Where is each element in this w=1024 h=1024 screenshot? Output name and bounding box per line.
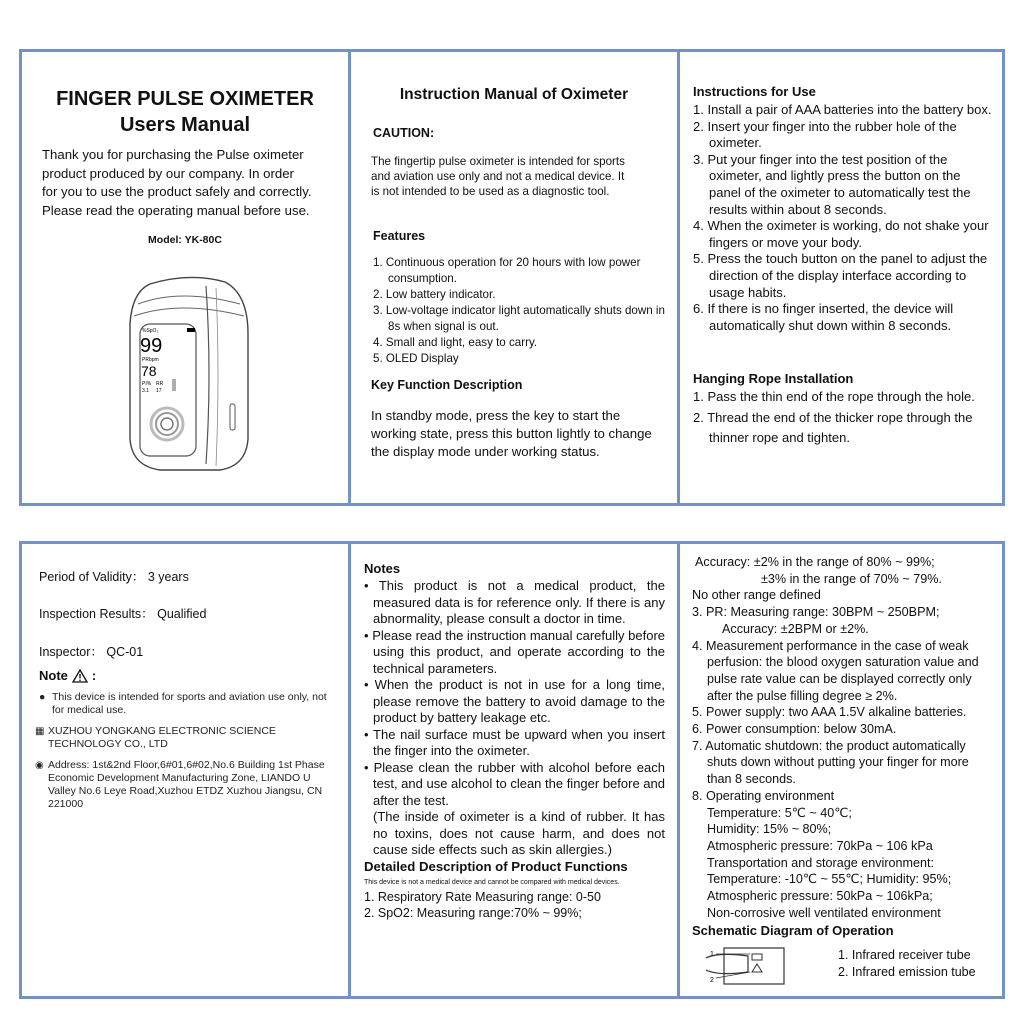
- intro-line: for you to use the product safely and correctly.: [42, 184, 312, 200]
- instructions-panel: [677, 52, 1002, 503]
- inspector: Inspector： QC-01: [39, 645, 144, 659]
- manual-title: Instruction Manual of Oximeter: [399, 86, 629, 103]
- feature-item: 5. OLED Display: [373, 352, 459, 365]
- instruction-step: 5. Press the touch button on the panel to adjust the direction of the display interface according to usage habits.: [693, 251, 988, 300]
- detail-list: [364, 889, 677, 921]
- spec-text: 3. PR: Measuring range: 30BPM ~ 250BPM;: [692, 605, 940, 620]
- model-number: Model: YK-80C: [148, 234, 222, 247]
- schematic-heading: Schematic Diagram of Operation: [692, 923, 894, 939]
- env-line: Temperature: 5℃ ~ 40℃;: [707, 805, 852, 820]
- caution-text: [371, 154, 667, 199]
- spec-item: 4. Measurement performance in the case of weak perfusion: the blood oxygen saturation value and pulse rate value can be displayed correctly only after the pulse filling degree ≥ 2%.: [692, 638, 979, 703]
- mark-1: 1: [710, 951, 714, 958]
- pi-label: PI%: [142, 381, 152, 387]
- detail-heading: Detailed Description of Product Functions: [364, 858, 628, 874]
- notes-item: • When the product is not in use for a long time, please remove the battery to avoid damage to the product by battery leakage etc.: [364, 677, 665, 725]
- feature-item: 3. Low-voltage indicator light automatically shuts down in 8s when signal is out.: [373, 304, 665, 333]
- detail-item: 1. Respiratory Rate Measuring range: 0-50: [364, 889, 601, 904]
- notes-item: • Please read the instruction manual carefully before using this product, and operate according to the technical parameters.: [364, 627, 665, 676]
- address-text: Address: 1st&2nd Floor,6#01,6#02,No.6 Building 1st Phase Economic Development Manufacturing Zone, LIANDO U Valley No.6 Leye Road,Xuzhou ETDZ Xuzhou Jiangsu, CN 221000: [48, 759, 325, 810]
- rope-list: [693, 387, 994, 449]
- spec-text: 8. Operating environment: [692, 788, 835, 803]
- note-text: This device is intended for sports and aviation use only, not for medical use.: [52, 691, 327, 716]
- spec-item: 5. Power supply: two AAA 1.5V alkaline batteries.: [692, 705, 967, 720]
- spec-item: [692, 604, 994, 637]
- instructions-list: [693, 102, 994, 334]
- notes-panel: [348, 544, 677, 996]
- env-line: Transportation and storage environment:: [707, 855, 935, 870]
- schematic-diagram: [704, 944, 794, 988]
- company-name: XUZHOU YONGKANG ELECTRONIC SCIENCE TECHNOLOGY CO., LTD: [48, 725, 276, 750]
- feature-item: 4. Small and light, easy to carry.: [373, 336, 538, 349]
- spec-item: [692, 788, 994, 922]
- spec-list: [692, 604, 994, 921]
- rope-heading: Hanging Rope Installation: [693, 371, 854, 387]
- note-label: Note: [39, 668, 68, 683]
- spec-item: 7. Automatic shutdown: the product automatically shuts down without putting your finger for more than 8 seconds.: [692, 738, 969, 787]
- instruction-step: 6. If there is no finger inserted, the device will automatically shut down within 8 seconds.: [693, 301, 954, 333]
- env-line: Humidity: 15% ~ 80%;: [707, 822, 832, 837]
- notes-heading: Notes: [364, 561, 401, 576]
- inspection-results: Inspection Results： Qualified: [39, 607, 207, 621]
- disclaimer: This device is not a medical device and cannot be compared with medical devices.: [364, 878, 620, 886]
- note-item: [39, 691, 340, 717]
- pi-value: 3.1: [142, 388, 149, 394]
- address-block: [35, 759, 340, 811]
- mark-2: 2: [710, 977, 714, 984]
- features-heading: Features: [373, 229, 426, 243]
- colon: :: [91, 668, 97, 683]
- detail-item: 2. SpO2: Measuring range:70% ~ 99%;: [364, 905, 582, 920]
- info-panel: [22, 544, 348, 996]
- top-sheet: [19, 49, 1005, 506]
- warning-icon: [72, 669, 88, 683]
- instruction-step: 1. Install a pair of AAA batteries into the battery box.: [693, 102, 992, 117]
- key-function-text: In standby mode, press the key to start the working state, press this button lightly to change the display mode under working status.: [371, 408, 652, 459]
- factory-icon: ▦: [35, 726, 45, 737]
- notes-list: [364, 578, 665, 809]
- feature-item: 2. Low battery indicator.: [373, 288, 496, 301]
- env-line: Non-corrosive well ventilated environment: [707, 905, 941, 920]
- manual-panel: [348, 52, 677, 503]
- features-list: [373, 255, 669, 367]
- rope-step: 1. Pass the thin end of the rope through the hole.: [693, 389, 975, 405]
- instruction-step: 4. When the oximeter is working, do not shake your fingers or move your body.: [693, 218, 989, 250]
- caution-line: is not intended to be used as a diagnostic tool.: [371, 185, 610, 198]
- env-line: Atmospheric pressure: 70kPa ~ 106 kPa: [707, 838, 933, 853]
- intro-line: Thank you for purchasing the Pulse oximeter: [42, 147, 304, 162]
- intro-line: Please read the operating manual before use.: [42, 202, 310, 218]
- intro-line: product produced by our company. In order: [42, 165, 294, 181]
- cover-panel: [22, 52, 348, 503]
- rr-value: 17: [156, 388, 162, 394]
- oximeter-illustration: [120, 274, 250, 474]
- no-other-range: No other range defined: [692, 588, 821, 603]
- rr-label: RR: [156, 381, 164, 387]
- key-function-heading: Key Function Description: [371, 378, 523, 392]
- caution-line: The fingertip pulse oximeter is intended for sports: [371, 155, 625, 168]
- schematic-legend: [838, 947, 976, 980]
- notes-item: • Please clean the rubber with alcohol before each test, and use alcohol to clean the finger before and after the test.: [364, 759, 665, 808]
- spo2-label: %SpO₂: [142, 328, 159, 334]
- cover-intro: [22, 146, 348, 220]
- accuracy-line: ±3% in the range of 70% ~ 79%.: [761, 571, 942, 586]
- instruction-step: 2. Insert your finger into the rubber hole of the oximeter.: [693, 118, 957, 151]
- notes-item: • This product is not a medical product, the measured data is for reference only. If there is any abnormality, please consult a doctor in time.: [364, 578, 665, 626]
- instruction-step: 3. Put your finger into the test position of the oximeter, and lightly press the button on the panel of the oximeter to automatically test the results within about 8 seconds.: [693, 151, 971, 217]
- caution-line: and aviation use only and not a medical device. It: [371, 170, 625, 183]
- spec-item: 6. Power consumption: below 30mA.: [692, 722, 897, 737]
- bullet-icon: ●: [39, 691, 46, 703]
- pr-accuracy: Accuracy: ±2BPM or ±2%.: [722, 621, 869, 636]
- env-line: Atmospheric pressure: 50kPa ~ 106kPa;: [707, 889, 933, 904]
- bottom-sheet: [19, 541, 1005, 999]
- cover-subtitle: Users Manual: [119, 114, 251, 136]
- accuracy-line: Accuracy: ±2% in the range of 80% ~ 99%;: [695, 555, 935, 569]
- location-pin-icon: ◉: [35, 760, 44, 771]
- schematic-label: 1. Infrared receiver tube: [838, 948, 971, 962]
- validity-text: Period of Validity： 3 years: [39, 570, 189, 584]
- note-heading: [39, 668, 348, 683]
- env-line: Temperature: -10℃ ~ 55℃; Humidity: 95%;: [707, 872, 952, 887]
- notes-item: • The nail surface must be upward when you insert the finger into the oximeter.: [364, 726, 665, 758]
- spo2-value: 99: [140, 335, 163, 357]
- specs-panel: [677, 544, 1002, 996]
- pr-label: PRbpm: [142, 357, 159, 363]
- cover-title: FINGER PULSE OXIMETER: [56, 88, 314, 110]
- pr-value: 78: [141, 363, 157, 379]
- schematic-label: 2. Infrared emission tube: [838, 964, 976, 979]
- rope-step: 2. Thread the end of the thicker rope through the thinner rope and tighten.: [693, 409, 973, 446]
- caution-heading: CAUTION:: [373, 126, 435, 140]
- manufacturer: [35, 725, 340, 751]
- rubber-note: (The inside of oximeter is a kind of rubber. It has no toxins, does not cause harm, and does not cause side effects such as skin allergies.): [373, 809, 665, 857]
- feature-item: 1. Continuous operation for 20 hours with low power consumption.: [373, 256, 641, 285]
- instructions-heading: Instructions for Use: [693, 84, 816, 99]
